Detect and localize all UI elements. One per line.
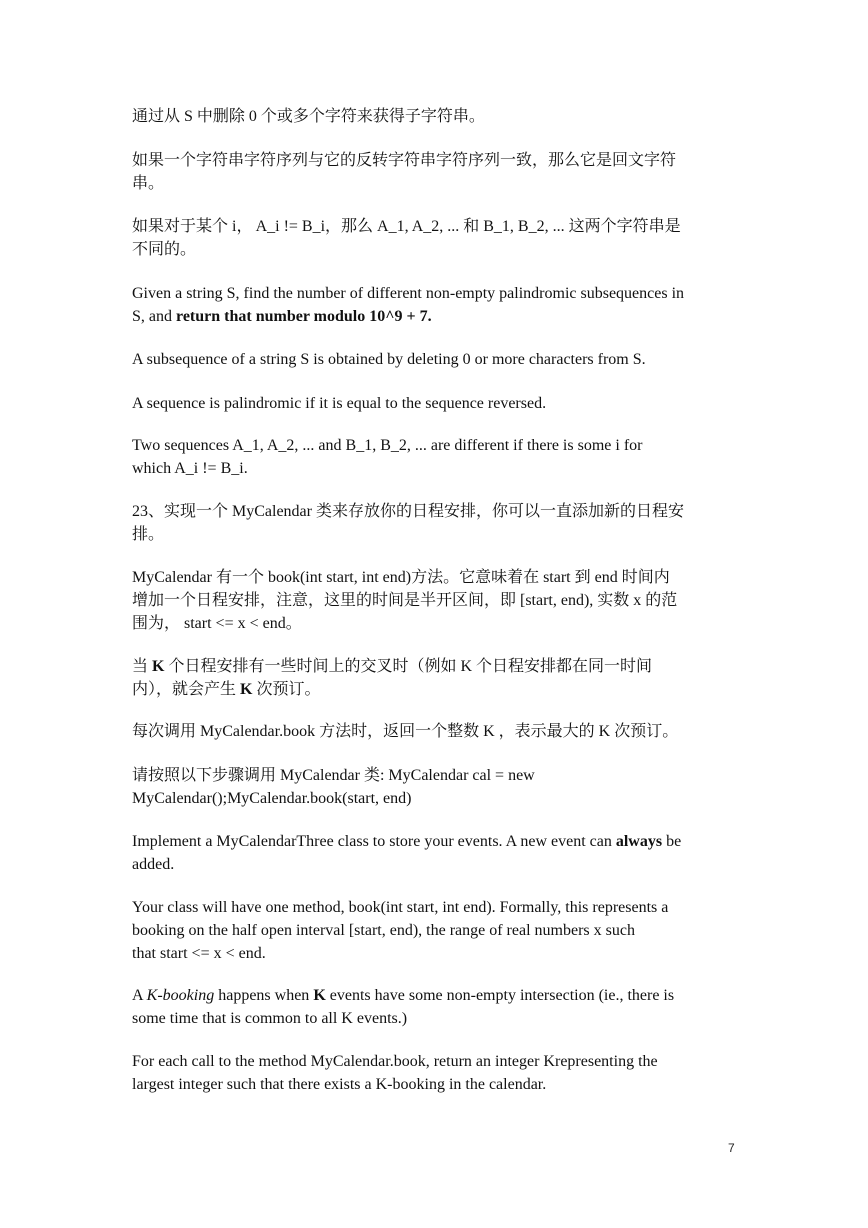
text-line — [132, 984, 738, 1007]
bold-text: always — [615, 833, 663, 850]
text-line: MyCalendar();MyCalendar.book(start, end) — [132, 790, 412, 807]
text-fragment: be — [662, 833, 682, 850]
text-fragment: 个日程安排有一些时间上的交叉时（例如 K 个日程安排都在同一时间 — [164, 658, 653, 675]
paragraph-implement-en — [132, 830, 738, 876]
text-line: 通过从 S 中删除 0 个或多个字符来获得子字符串。 — [132, 108, 485, 125]
text-line: largest integer such that there exists a K-booking in the calendar. — [132, 1076, 547, 1093]
text-line: 围为， start <= x < end。 — [132, 615, 302, 632]
paragraph-different-en — [132, 434, 738, 480]
text-line: 排。 — [132, 526, 165, 543]
bold-text: K — [313, 987, 326, 1004]
text-line: 每次调用 MyCalendar.book 方法时，返回一个整数 K ，表示最大的 K 次预订。 — [132, 723, 679, 740]
bold-text: K — [152, 658, 165, 675]
italic-text: K-booking — [146, 987, 215, 1004]
text-fragment: S, and — [132, 308, 176, 325]
text-line — [132, 830, 738, 853]
paragraph-palindromic-en — [132, 392, 738, 415]
page-number: 7 — [728, 1141, 735, 1155]
text-line: 不同的。 — [132, 241, 197, 258]
text-line — [132, 305, 738, 328]
paragraph-k-booking-cn — [132, 655, 738, 701]
paragraph-different-cn — [132, 215, 738, 261]
text-fragment: Implement a MyCalendarThree class to store your events. A new event can — [132, 833, 616, 850]
text-line: which A_i != B_i. — [132, 460, 248, 477]
text-fragment: A — [132, 987, 147, 1004]
text-line: 23、实现一个 MyCalendar 类来存放你的日程安排，你可以一直添加新的日程安 — [132, 503, 684, 520]
text-line: booking on the half open interval [start, end), the range of real numbers x such — [132, 922, 635, 939]
text-line: For each call to the method MyCalendar.book, return an integer Krepresenting the — [132, 1053, 658, 1070]
text-fragment: 次预订。 — [252, 681, 321, 698]
paragraph-problem-en — [132, 282, 738, 328]
text-line: 串。 — [132, 175, 165, 192]
text-fragment: happens when — [214, 987, 314, 1004]
text-line: Given a string S, find the number of different non-empty palindromic subsequences in — [132, 285, 685, 302]
text-fragment: 当 — [132, 658, 153, 675]
text-line: 如果一个字符串字符序列与它的反转字符串字符序列一致，那么它是回文字符 — [132, 152, 677, 169]
paragraph-question-23-cn — [132, 500, 738, 546]
text-line: A subsequence of a string S is obtained by deleting 0 or more characters from S. — [132, 351, 646, 368]
paragraph-k-booking-en — [132, 984, 738, 1030]
text-fragment: events have some non-empty intersection (ie., there is — [325, 987, 675, 1004]
paragraph-palindrome-cn — [132, 149, 738, 195]
bold-text: K — [240, 681, 253, 698]
paragraph-subsequence-cn — [132, 105, 738, 128]
text-line: Two sequences A_1, A_2, ... and B_1, B_2, ... are different if there is some i for — [132, 437, 643, 454]
text-line: MyCalendar 有一个 book(int start, int end)方法。它意味着在 start 到 end 时间内 — [132, 569, 670, 586]
paragraph-return-k-cn — [132, 720, 738, 743]
paragraph-return-en — [132, 1050, 738, 1096]
bold-text: return that number modulo 10^9 + 7. — [176, 308, 432, 325]
paragraph-method-en — [132, 896, 738, 965]
text-line: that start <= x < end. — [132, 945, 266, 962]
text-line — [132, 655, 738, 678]
text-line: 请按照以下步骤调用 MyCalendar 类: MyCalendar cal = new — [132, 767, 535, 784]
text-line: Your class will have one method, book(int start, int end). Formally, this represents a — [132, 899, 669, 916]
text-line: added. — [132, 856, 175, 873]
paragraph-subsequence-en — [132, 348, 738, 371]
text-line: A sequence is palindromic if it is equal to the sequence reversed. — [132, 395, 547, 412]
text-line: some time that is common to all K events.) — [132, 1010, 408, 1027]
text-line — [132, 678, 738, 701]
text-line: 增加一个日程安排，注意，这里的时间是半开区间，即 [start, end), 实数 x 的范 — [132, 592, 678, 609]
text-fragment: 内），就会产生 — [132, 681, 241, 698]
paragraph-call-steps-cn — [132, 764, 738, 810]
text-line: 如果对于某个 i， A_i != B_i，那么 A_1, A_2, ... 和 B_1, B_2, ... 这两个字符串是 — [132, 218, 681, 235]
paragraph-book-method-cn — [132, 566, 738, 635]
